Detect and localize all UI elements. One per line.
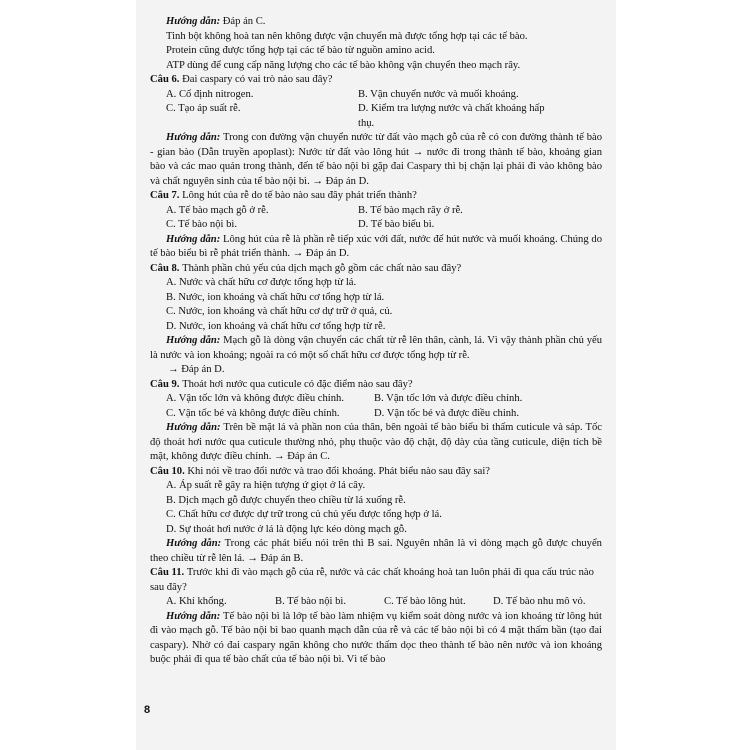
page-number: 8 bbox=[144, 704, 151, 716]
options-row bbox=[150, 392, 602, 407]
option-b: B. Tế bào nội bì. bbox=[275, 596, 347, 607]
options-row bbox=[150, 204, 602, 219]
guide-paragraph: Hướng dẫn: Tế bào nội bì là lớp tế bào làm nhiệm vụ kiểm soát dòng nước và ion khoáng từ lông hút đi vào mạch gỗ. Tế bào nội bì bao quanh mạch dẫn của rễ và các tế bào nội bì có 4 mặt thấm bần (tạo đai caspary). Nhờ có đai caspary ngăn không cho nước thấm dọc theo thành tế bào nên nước và ion khoáng buộc phải đi qua tế bào chất của tế bào nội bì. Vì tế bào bbox=[150, 610, 602, 665]
text-line: Tinh bột không hoà tan nên không được vận chuyển mà được tổng hợp tại các tế bào. bbox=[166, 30, 528, 42]
options-row bbox=[150, 218, 602, 233]
guide-paragraph: Hướng dẫn: Trên bề mặt lá và phần non của thân, bên ngoài tế bào biểu bì thấm cuticule và sáp. Tốc độ thoát hơi nước qua cuticule thường nhỏ, phụ thuộc vào độ chặt, độ dày của tầng cuticule, diện tích bề mặt, không được điều chỉnh. → Đáp án C. bbox=[150, 422, 602, 462]
option-a: A. Cố định nitrogen. bbox=[166, 88, 254, 100]
option-d: D. Tế bào nhu mô vỏ. bbox=[493, 596, 586, 607]
option-c: C. Tạo áp suất rễ. bbox=[166, 103, 241, 114]
option-c: C. Chất hữu cơ được dự trữ trong củ chủ yếu được tổng hợp ở lá. bbox=[166, 509, 442, 520]
guide-paragraph: Hướng dẫn: Trong con đường vận chuyển nước từ đất vào mạch gỗ của rễ có con đường thành tế bào - gian bào (Dẫn truyền apoplast): Nước từ đất vào lông hút → nước đi trong thành tế bào, khoảng gian bào và các mao quản trong thành, đến tế bào nội bì gặp đai Caspary thì bị chặn lại phải đi vào không bào và chất nguyên sinh của tế bào nội bì. → Đáp án D. bbox=[150, 132, 602, 187]
option-a: A. Áp suất rễ gây ra hiện tượng ứ giọt ở lá cây. bbox=[166, 480, 366, 491]
option-c: C. Tế bào nội bì. bbox=[166, 219, 238, 230]
option-d: D. Kiểm tra lượng nước và chất khoáng hấp thụ. bbox=[358, 103, 545, 129]
option-d: D. Vận tốc bé và được điều chỉnh. bbox=[374, 407, 520, 419]
question-7: Câu 7. Lông hút của rễ do tế bào nào sau đây phát triển thành? bbox=[150, 190, 417, 201]
guide-paragraph: Hướng dẫn: Trong các phát biểu nói trên thì B sai. Nguyên nhân là vì dòng mạch gỗ được chuyển theo chiều từ rễ lên lá. → Đáp án B. bbox=[150, 538, 602, 564]
question-9: Câu 9. Thoát hơi nước qua cuticule có đặc điểm nào sau đây? bbox=[150, 378, 413, 390]
option-a: A. Nước và chất hữu cơ được tổng hợp từ lá. bbox=[166, 277, 357, 288]
option-b: B. Dịch mạch gỗ được chuyển theo chiều từ lá xuống rễ. bbox=[166, 494, 406, 506]
option-d: D. Nước, ion khoáng và chất hữu cơ tổng hợp từ rễ. bbox=[166, 320, 386, 332]
book-page bbox=[136, 0, 616, 750]
option-d: D. Tế bào biểu bì. bbox=[358, 219, 435, 230]
option-b: B. Nước, ion khoáng và chất hữu cơ tổng hợp từ lá. bbox=[166, 291, 385, 303]
option-a: A. Tế bào mạch gỗ ở rễ. bbox=[166, 204, 269, 216]
text-line: Protein cũng được tổng hợp tại các tế bào từ nguồn amino acid. bbox=[166, 45, 435, 56]
option-c: C. Nước, ion khoáng và chất hữu cơ dự trữ ở quả, củ. bbox=[166, 306, 393, 317]
answer-line: → Đáp án D. bbox=[168, 364, 225, 375]
option-b: B. Vận chuyển nước và muối khoáng. bbox=[358, 88, 519, 100]
option-d: D. Sự thoát hơi nước ở lá là động lực kéo dòng mạch gỗ. bbox=[166, 523, 407, 535]
question-11: Câu 11. Trước khi đi vào mạch gỗ của rễ, nước và các chất khoáng hoà tan luôn phải đi qua cấu trúc nào sau đây? bbox=[150, 567, 594, 593]
option-b: B. Vận tốc lớn và được điều chỉnh. bbox=[374, 393, 523, 404]
page-content bbox=[150, 15, 602, 668]
option-a: A. Khí khổng. bbox=[166, 596, 227, 607]
question-6: Câu 6. Đai caspary có vai trò nào sau đây? bbox=[150, 74, 333, 85]
guide-paragraph: Hướng dẫn: Mạch gỗ là dòng vận chuyển các chất từ rễ lên thân, cành, lá. Vì vậy thành phần chủ yếu là nước và ion khoáng; ngoài ra có một số chất hữu cơ được tổng hợp từ rễ. bbox=[150, 335, 602, 361]
guide-paragraph: Hướng dẫn: Đáp án C. bbox=[166, 16, 266, 27]
options-row bbox=[150, 407, 602, 422]
option-b: B. Tế bào mạch rây ở rễ. bbox=[358, 204, 463, 216]
options-row bbox=[150, 88, 602, 103]
text-line: ATP dùng để cung cấp năng lượng cho các tế bào không vận chuyển theo mạch rây. bbox=[166, 59, 521, 71]
option-c: C. Vận tốc bé và không được điều chỉnh. bbox=[166, 407, 340, 419]
options-row bbox=[150, 595, 602, 610]
option-a: A. Vận tốc lớn và không được điều chỉnh. bbox=[166, 393, 344, 404]
question-10: Câu 10. Khi nói về trao đổi nước và trao đổi khoáng. Phát biểu nào sau đây sai? bbox=[150, 465, 490, 477]
options-row bbox=[150, 102, 602, 131]
option-c: C. Tế bào lông hút. bbox=[384, 596, 466, 607]
question-8: Câu 8. Thành phần chủ yếu của dịch mạch gỗ gồm các chất nào sau đây? bbox=[150, 262, 462, 274]
guide-paragraph: Hướng dẫn: Lông hút của rễ là phần rễ tiếp xúc với đất, nước để hút nước và muối khoáng. Chúng do tế bào biểu bì rễ phát triển thành. → Đáp án D. bbox=[150, 233, 602, 259]
